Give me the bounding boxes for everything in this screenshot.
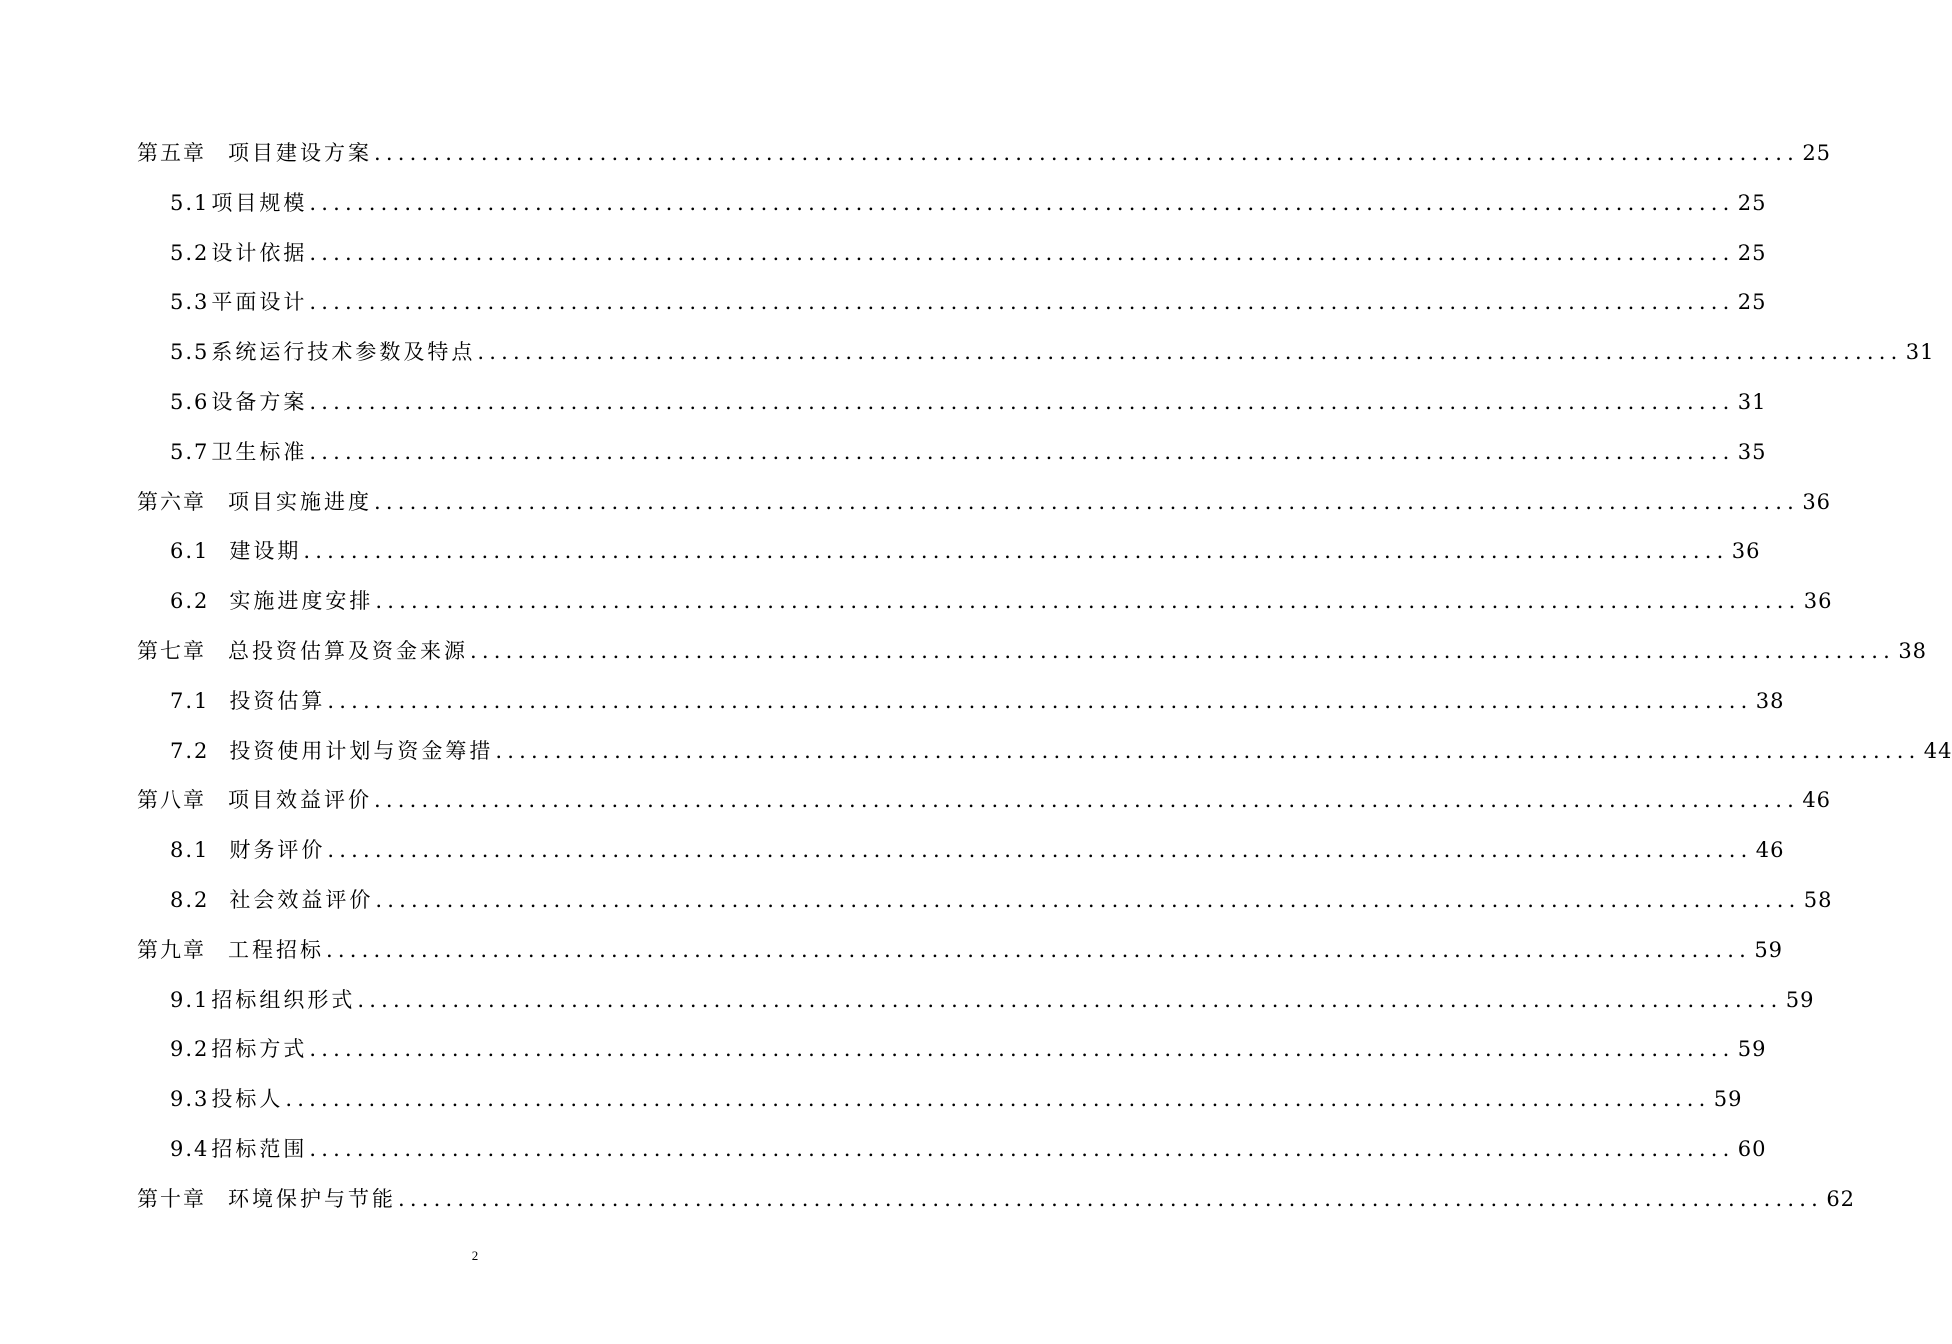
toc-entry-text: 项目建设方案	[228, 141, 372, 165]
toc-entry-text: 平面设计	[211, 290, 308, 315]
toc-page-number: 31	[1737, 389, 1767, 414]
toc-chapter-entry[interactable]	[0, 624, 1928, 674]
toc-entry-title	[170, 884, 373, 914]
toc-chapter-entry[interactable]	[0, 773, 1832, 823]
toc-entry-number: 5.1	[170, 190, 210, 215]
toc-page-number: 36	[1731, 539, 1761, 564]
toc-chapter-entry[interactable]	[0, 923, 1784, 973]
toc-entry-title	[170, 286, 307, 316]
toc-entry-number: 第九章	[137, 937, 206, 962]
toc-entry-text: 财务评价	[229, 838, 326, 863]
toc-entry-number: 第六章	[137, 489, 206, 514]
toc-entry-text: 招标组织形式	[211, 987, 356, 1012]
toc-entry-text: 实施进度安排	[229, 589, 374, 614]
toc-entry-number: 第五章	[137, 141, 206, 165]
toc-section-entry[interactable]	[0, 425, 1767, 475]
toc-section-entry[interactable]	[0, 524, 1761, 574]
toc-page-number: 60	[1737, 1136, 1767, 1161]
toc-leader-dots: ........................................................................................................................	[398, 1186, 1824, 1211]
toc-entry-number: 9.4	[170, 1136, 210, 1161]
toc-leader-dots: ........................................................................................................................	[374, 489, 1800, 514]
toc-section-entry[interactable]	[0, 375, 1767, 425]
toc-page-number: 46	[1755, 838, 1785, 863]
toc-entry-text: 项目实施进度	[228, 489, 372, 514]
toc-leader-dots: ........................................................................................................................	[375, 589, 1801, 614]
toc-chapter-entry[interactable]	[0, 475, 1832, 525]
toc-entry-number: 5.6	[170, 389, 210, 414]
toc-page-number: 35	[1737, 439, 1767, 464]
toc-entry-title	[170, 984, 355, 1014]
toc-entry-number: 第七章	[137, 638, 206, 663]
toc-page-number: 59	[1737, 1037, 1767, 1062]
toc-page-number: 38	[1755, 688, 1785, 713]
toc-leader-dots: ........................................................................................................................	[309, 1136, 1735, 1161]
toc-entry-number: 6.1	[170, 539, 210, 564]
toc-entry-text: 招标范围	[211, 1136, 308, 1161]
toc-section-entry[interactable]	[0, 1022, 1767, 1072]
toc-entry-text: 建设期	[229, 539, 302, 564]
toc-leader-dots: ........................................................................................................................	[309, 1037, 1735, 1062]
toc-page-number: 25	[1802, 141, 1832, 165]
toc-entry-number: 8.1	[170, 838, 210, 863]
toc-leader-dots: ........................................................................................................................	[477, 340, 1903, 365]
toc-entry-title	[170, 436, 307, 466]
toc-section-entry[interactable]	[0, 674, 1785, 724]
toc-page-number: 58	[1803, 887, 1833, 912]
toc-entry-number: 第十章	[137, 1186, 206, 1211]
toc-entry-text: 设计依据	[211, 240, 308, 265]
toc-leader-dots: ........................................................................................................................	[285, 1087, 1711, 1112]
toc-chapter-entry[interactable]	[0, 1172, 1856, 1222]
toc-entry-title	[137, 934, 324, 964]
toc-entry-title	[170, 535, 301, 565]
toc-page-number: 46	[1802, 788, 1832, 813]
toc-page-number: 25	[1737, 290, 1767, 315]
toc-leader-dots: ........................................................................................................................	[374, 141, 1800, 165]
toc-page-number: 31	[1905, 340, 1935, 365]
toc-page-number: 36	[1803, 589, 1833, 614]
toc-leader-dots: ........................................................................................................................	[309, 190, 1735, 215]
toc-entry-number: 5.2	[170, 240, 210, 265]
toc-section-entry[interactable]	[0, 226, 1767, 276]
toc-entry-number: 5.5	[170, 340, 210, 365]
toc-entry-text: 投标人	[211, 1087, 284, 1112]
toc-entry-number: 7.2	[170, 738, 210, 763]
toc-leader-dots: ........................................................................................................................	[309, 240, 1735, 265]
toc-leader-dots: ........................................................................................................................	[327, 688, 1753, 713]
toc-section-entry[interactable]	[0, 176, 1767, 226]
toc-entry-text: 投资使用计划与资金筹措	[229, 738, 494, 763]
toc-entry-text: 社会效益评价	[229, 887, 374, 912]
toc-entry-text: 项目效益评价	[228, 788, 372, 813]
toc-entry-title	[170, 1033, 307, 1063]
toc-page-number: 59	[1785, 987, 1815, 1012]
toc-page-number: 36	[1802, 489, 1832, 514]
toc-leader-dots: ........................................................................................................................	[375, 887, 1801, 912]
toc-leader-dots: ........................................................................................................................	[357, 987, 1783, 1012]
toc-entry-text: 环境保护与节能	[228, 1186, 396, 1211]
toc-entry-title	[170, 336, 475, 366]
toc-page-number: 44	[1923, 738, 1952, 763]
toc-entry-title	[137, 486, 372, 516]
toc-section-entry[interactable]	[0, 1072, 1743, 1122]
toc-entry-title	[137, 137, 372, 167]
toc-entry-title	[137, 635, 468, 665]
toc-entry-text: 项目规模	[211, 190, 308, 215]
toc-entry-title	[170, 237, 307, 267]
toc-section-entry[interactable]	[0, 325, 1935, 375]
toc-entry-text: 系统运行技术参数及特点	[211, 340, 476, 365]
toc-section-entry[interactable]	[0, 973, 1815, 1023]
toc-leader-dots: ........................................................................................................................	[495, 738, 1921, 763]
toc-section-entry[interactable]	[0, 823, 1785, 873]
toc-section-entry[interactable]	[0, 574, 1833, 624]
toc-entry-number: 5.3	[170, 290, 210, 315]
toc-leader-dots: ........................................................................................................................	[309, 290, 1735, 315]
toc-leader-dots: ........................................................................................................................	[327, 838, 1753, 863]
toc-leader-dots: ........................................................................................................................	[309, 389, 1735, 414]
toc-entry-title	[170, 1133, 307, 1163]
toc-entry-title	[170, 1083, 283, 1113]
table-of-contents	[0, 126, 1952, 1222]
toc-entry-title	[170, 834, 325, 864]
toc-entry-title	[137, 784, 372, 814]
toc-entry-text: 设备方案	[211, 389, 308, 414]
toc-leader-dots: ........................................................................................................................	[374, 788, 1800, 813]
toc-entry-number: 9.1	[170, 987, 210, 1012]
toc-page-number: 25	[1737, 240, 1767, 265]
toc-leader-dots: ........................................................................................................................	[470, 638, 1896, 663]
toc-entry-number: 7.1	[170, 688, 210, 713]
toc-entry-number: 9.2	[170, 1037, 210, 1062]
toc-entry-text: 工程招标	[228, 937, 324, 962]
toc-section-entry[interactable]	[0, 724, 1952, 774]
toc-page-number: 25	[1737, 190, 1767, 215]
toc-page-number: 59	[1754, 937, 1784, 962]
toc-page-number: 38	[1898, 638, 1928, 663]
toc-entry-text: 卫生标准	[211, 439, 308, 464]
toc-section-entry[interactable]	[0, 1122, 1767, 1172]
toc-leader-dots: ........................................................................................................................	[326, 937, 1752, 962]
toc-leader-dots: ........................................................................................................................	[303, 539, 1729, 564]
toc-entry-title	[137, 1183, 396, 1213]
toc-entry-title	[170, 187, 307, 217]
toc-entry-title	[170, 585, 373, 615]
toc-entry-number: 6.2	[170, 589, 210, 614]
toc-entry-text: 招标方式	[211, 1037, 308, 1062]
toc-entry-title	[170, 685, 325, 715]
toc-page-number: 62	[1826, 1186, 1856, 1211]
toc-entry-number: 5.7	[170, 439, 210, 464]
toc-entry-text: 投资估算	[229, 688, 326, 713]
toc-entry-number: 8.2	[170, 887, 210, 912]
toc-section-entry[interactable]	[0, 873, 1833, 923]
toc-section-entry[interactable]	[0, 275, 1767, 325]
page-number: 2	[471, 1248, 479, 1263]
toc-entry-number: 9.3	[170, 1087, 210, 1112]
toc-entry-number: 第八章	[137, 788, 206, 813]
toc-chapter-entry[interactable]	[0, 126, 1832, 176]
toc-entry-text: 总投资估算及资金来源	[228, 638, 468, 663]
toc-entry-title	[170, 735, 493, 765]
toc-leader-dots: ........................................................................................................................	[309, 439, 1735, 464]
toc-page-number: 59	[1713, 1087, 1743, 1112]
toc-entry-title	[170, 386, 307, 416]
